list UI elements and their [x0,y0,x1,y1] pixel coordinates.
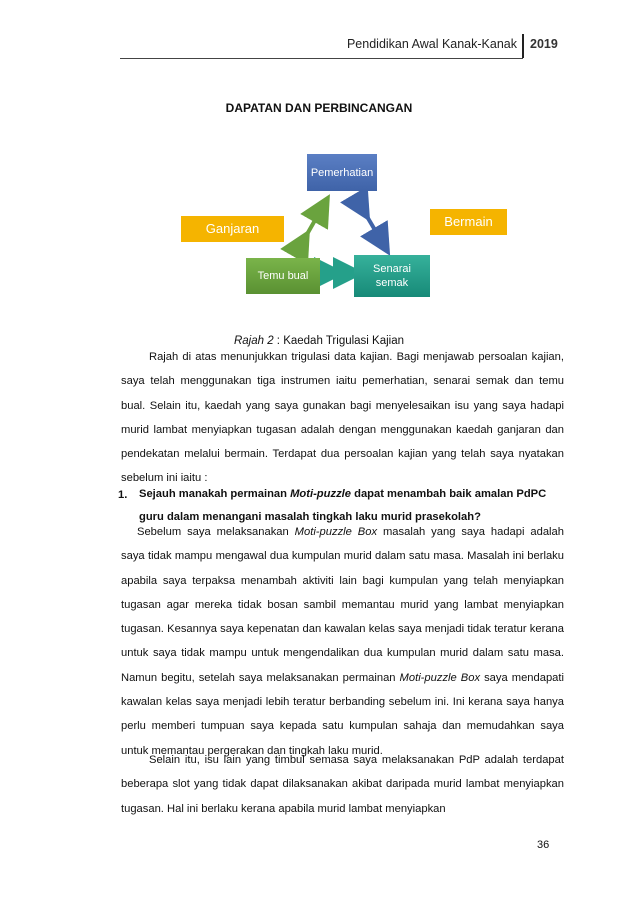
node-bermain-label: Bermain [444,214,493,229]
paragraph-2 [121,520,564,763]
section-title: DAPATAN DAN PERBINCANGAN [225,101,413,115]
paragraph-3: Selain itu, isu lain yang timbul semasa saya melaksanakan PdP adalah terdapat beberapa slot yang tidak dapat dilaksanakan akibat daripada murid lambat menyiapkan tugasan. Hal ini berlaku kerana apabila murid lambat menyiapkan [121,754,564,815]
node-bermain [430,209,507,235]
question-text-after: dapat menambah baik amalan PdPC guru dalam menangani masalah tingkah laku murid prasekolah? [139,488,547,523]
node-ganjaran-label: Ganjaran [205,221,260,236]
p2-italic-1: Moti-puzzle Box [294,526,378,538]
caption-label: Rajah 2 [233,335,274,347]
node-senarai-semak [354,255,430,297]
page-number: 36 [537,839,550,851]
p2-italic-2: Moti-puzzle Box [399,671,481,684]
p2-after: saya mendapati kawalan kelas saya menjadi lebih teratur berbanding sebelum ini. Ini kerana saya hanya perlu memberi tumpuan saya kepada satu kumpulan sahaja dan memudahkan saya untuk memantau pergerakan dan tingkah laku murid. [121,671,564,757]
question-text-before: Sejauh manakah permainan [139,488,291,500]
header-title: Pendidikan Awal Kanak-Kanak [346,37,517,51]
node-senarai-label-1: Senarai [373,263,411,275]
p2-middle: masalah yang saya hadapi adalah saya tidak mampu mengawal dua kumpulan murid dalam satu masa. Masalah ini berlaku apabila saya terpaksa menambah aktiviti lain bagi kumpulan yang telah menyiapkan tugasan agar mereka tidak bosan sambil memantau murid yang lambat menyiapkan tugasan. Kesannya saya kepenatan dan kawalan kelas saya menjadi tidak teratur kerana untuk saya tidak mampu untuk mengendalikan dua kumpulan murid dalam satu masa. Namun begitu, setelah saya melaksanakan permainan [121,526,564,684]
node-pemerhatian-label: Pemerhatian [310,166,374,179]
header-year: 2019 [530,37,558,51]
node-temu-bual [246,258,320,294]
header-rule [120,58,523,59]
arrow-temu-pemerhatian [302,208,322,243]
node-ganjaran [181,216,284,242]
question-text-italic: Moti-puzzle [290,488,351,500]
paragraph-1: Rajah di atas menunjukkan trigulasi data kajian. Bagi menjawab persoalan kajian, saya telah menggunakan tiga instrumen iaitu pemerhatian, senarai semak dan temu bual. Selain itu, kaedah yang saya gunakan bagi menyelesaikan isu yang saya hadapi murid lambat menyiapkan tugasan adalah dengan menggunakan kaedah ganjaran dan pendekatan melalui bermain. Terdapat dua persoalan kajian yang telah saya nyatakan sebelum ini iaitu : [121,351,564,485]
node-pemerhatian [307,154,377,191]
node-senarai-label-2: semak [375,277,409,289]
question-number: 1. [118,489,128,501]
header-divider [522,34,524,58]
arrow-pemerhatian-senarai [362,208,382,242]
caption-text: : Kaedah Trigulasi Kajian [273,335,405,347]
p2-before: Sebelum saya melaksanakan [137,526,295,538]
node-temu-bual-label: Temu bual [257,270,309,282]
